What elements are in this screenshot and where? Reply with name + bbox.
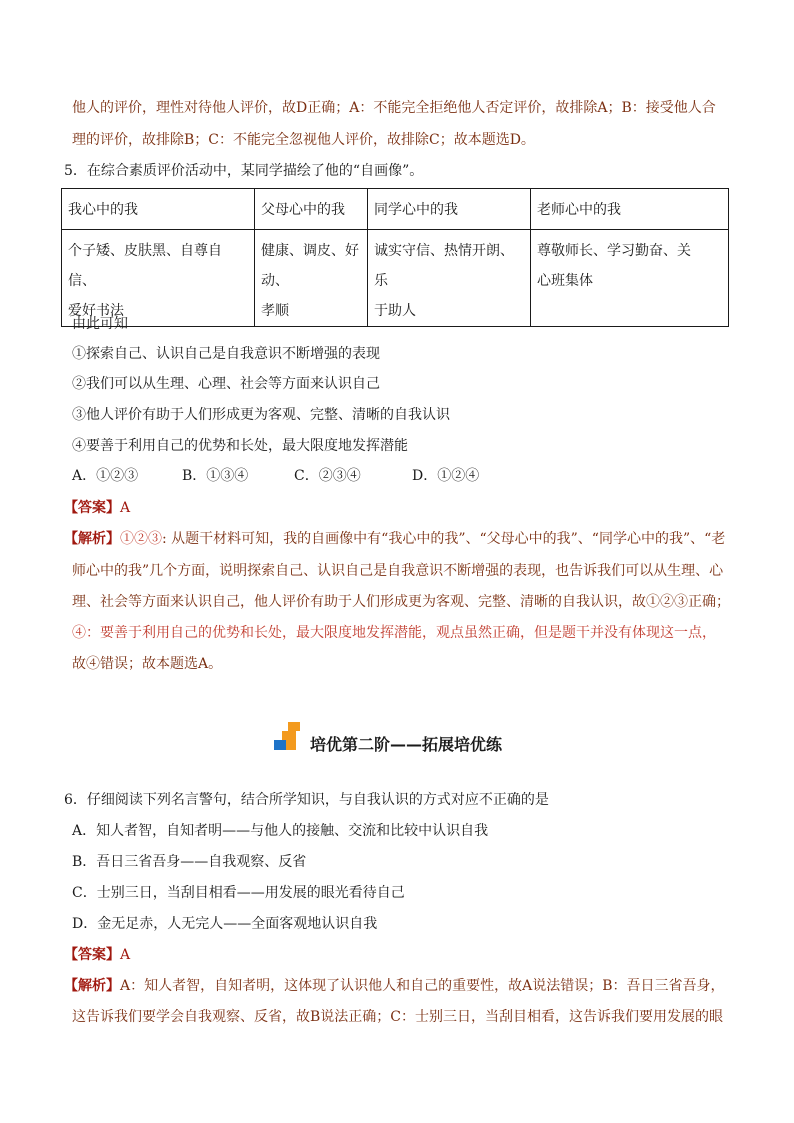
explanation-line: 理的评价，故排除B；C：不能完全忽视他人评价，故排除C；故本题选D。 [72,132,535,148]
table-header-cell: 同学心中的我 [368,189,531,230]
table-header-row [62,189,729,230]
icon-block [288,722,300,731]
analysis-tag: 【解析】 [64,978,120,994]
analysis-line: 理、社会等方面来认识自己，他人评价有助于人们形成更为客观、完整、清晰的自我认识，故①②③正确； [72,594,730,610]
analysis-text: : 从题干材料可知，我的自画像中有“我心中的我”、“父母心中的我”、“同学心中的我”、“老 [162,531,726,547]
section-title: 培优第二阶——拓展培优练 [310,735,503,754]
cell-text: 尊敬师长、学习勤奋、关 [537,243,691,259]
icon-block [286,740,296,750]
question-6-stem: 6．仔细阅读下列名言警句，结合所学知识，与自我认识的方式对应不正确的是 [64,792,549,808]
cell-text: 孝顺 [261,303,289,319]
cell-text: 爱好书法 [68,303,124,319]
analysis-text: A：知人者智，自知者明，这体现了认识他人和自己的重要性，故A说法错误；B：吾日三省吾身， [120,978,725,994]
table-cell [531,230,729,327]
cell-text: 诚实守信、热情开朗、乐 [374,243,514,289]
icon-block [282,731,296,740]
option-b: B．吾日三省吾身——自我观察、反省 [72,854,307,870]
analysis-line: 这告诉我们要学会自我观察、反省，故B说法正确；C：士别三日，当刮目相看，这告诉我们要用发展的眼 [72,1009,723,1025]
table-header-cell: 老师心中的我 [531,189,729,230]
self-portrait-table [61,188,729,327]
option-a: A．①②③ [72,468,139,484]
table-row [62,230,729,327]
option-c: C．士别三日，当刮目相看——用发展的眼光看待自己 [72,885,405,901]
answer-value: A [120,500,131,516]
option-d: D．金无足赤，人无完人——全面客观地认识自我 [72,916,378,932]
cell-text: 心班集体 [537,273,593,289]
table-cell [62,230,255,327]
icon-block [274,740,286,750]
table-cell [368,230,531,327]
analysis-tag: 【解析】 [64,531,120,547]
question-5-stem: 5．在综合素质评价活动中，某同学描绘了他的“自画像”。 [64,163,424,179]
cell-text: 个子矮、皮肤黑、自尊自信、 [68,243,222,289]
explanation-line: 他人的评价，理性对待他人评价，故D正确；A：不能完全拒绝他人否定评价，故排除A；B：接受他人合 [72,100,716,116]
analysis-lead: ①②③ [120,531,162,547]
section-heading [0,722,794,762]
answer-value: A [120,947,131,963]
analysis-line: 师心中的我”几个方面，说明探索自己、认识自己是自我意识不断增强的表现，也告诉我们可以从生理、心 [72,563,724,579]
statement: ②我们可以从生理、心理、社会等方面来认识自己 [72,376,380,392]
answer-line [64,945,724,965]
analysis-line: 故④错误；故本题选A。 [72,656,223,672]
option-d: D．①②④ [412,468,480,484]
statement: ③他人评价有助于人们形成更为客观、完整、清晰的自我认识 [72,407,450,423]
answer-tag: 【答案】 [64,500,120,516]
answer-line [64,498,724,518]
option-a: A．知人者智，自知者明——与他人的接触、交流和比较中认识自我 [72,823,489,839]
analysis-line: ④：要善于利用自己的优势和长处，最大限度地发挥潜能，观点虽然正确，但是题干并没有体现这一点， [72,625,716,641]
table-header-cell: 我心中的我 [62,189,255,230]
cell-text: 于助人 [374,303,416,319]
table-cell [255,230,368,327]
option-b: B．①③④ [182,468,249,484]
options-row [72,466,732,486]
analysis-line [64,529,724,549]
analysis-line [64,976,724,996]
table-header-cell: 父母心中的我 [255,189,368,230]
answer-tag: 【答案】 [64,947,120,963]
cell-text: 健康、调皮、好动、 [261,243,359,289]
statement: ④要善于利用自己的优势和长处，最大限度地发挥潜能 [72,438,408,454]
option-c: C．②③④ [294,468,361,484]
question-lead: 由此可知 [72,316,128,332]
statement: ①探索自己、认识自己是自我意识不断增强的表现 [72,346,380,362]
